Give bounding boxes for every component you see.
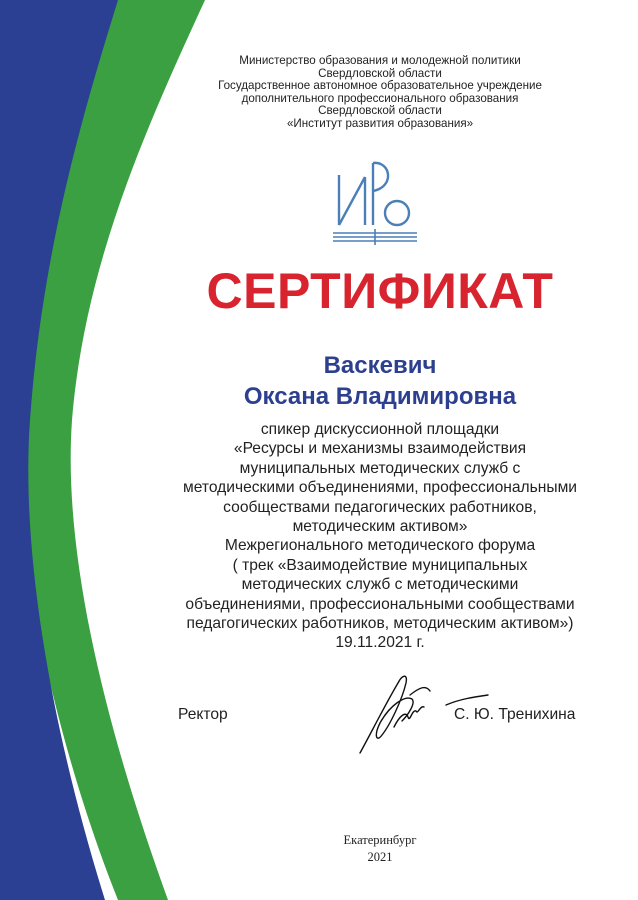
header-line: «Институт развития образования» bbox=[286, 116, 474, 130]
body-line: педагогических работников, методическим активом») bbox=[186, 615, 574, 633]
issue-date: 19.11.2021 г. bbox=[335, 634, 425, 652]
footer-year: 2021 bbox=[367, 850, 393, 864]
certificate-title: СЕРТИФИКАТ bbox=[206, 263, 554, 319]
header-line: Государственное автономное образовательное учреждение bbox=[218, 79, 542, 93]
body-line: Межрегионального методического форума bbox=[224, 537, 536, 555]
header-line: Министерство образования и молодежной политики bbox=[239, 54, 521, 67]
body-line: методических служб с методическими bbox=[241, 576, 519, 594]
body-line: спикер дискуссионной площадки bbox=[260, 421, 500, 438]
body-line: методическим активом» bbox=[292, 518, 468, 536]
body-line: методическими объединениями, профессиональными bbox=[182, 479, 577, 497]
issuer-header bbox=[150, 55, 610, 131]
header-line: Свердловской области bbox=[318, 104, 442, 118]
recipient-surname: Васкевич bbox=[323, 352, 437, 379]
body-line: сообществами педагогических работников, bbox=[223, 498, 537, 516]
recipient-name bbox=[150, 350, 610, 412]
recipient-given-names: Оксана Владимировна bbox=[243, 383, 517, 410]
signatory-name: С. Ю. Тренихина bbox=[454, 706, 576, 723]
certificate-body bbox=[150, 420, 610, 653]
body-line: муниципальных методических служб с bbox=[239, 459, 521, 477]
header-line: Свердловской области bbox=[318, 66, 442, 80]
iro-logo-icon bbox=[325, 155, 425, 250]
body-line: объединениями, профессиональными сообществами bbox=[185, 595, 575, 613]
certificate-footer bbox=[150, 832, 610, 866]
footer-city: Екатеринбург bbox=[343, 833, 417, 847]
header-line: дополнительного профессионального образования bbox=[241, 91, 519, 105]
body-line: ( трек «Взаимодействие муниципальных bbox=[232, 556, 528, 574]
signatory-position: Ректор bbox=[178, 706, 228, 723]
body-line: «Ресурсы и механизмы взаимодействия bbox=[233, 440, 527, 458]
